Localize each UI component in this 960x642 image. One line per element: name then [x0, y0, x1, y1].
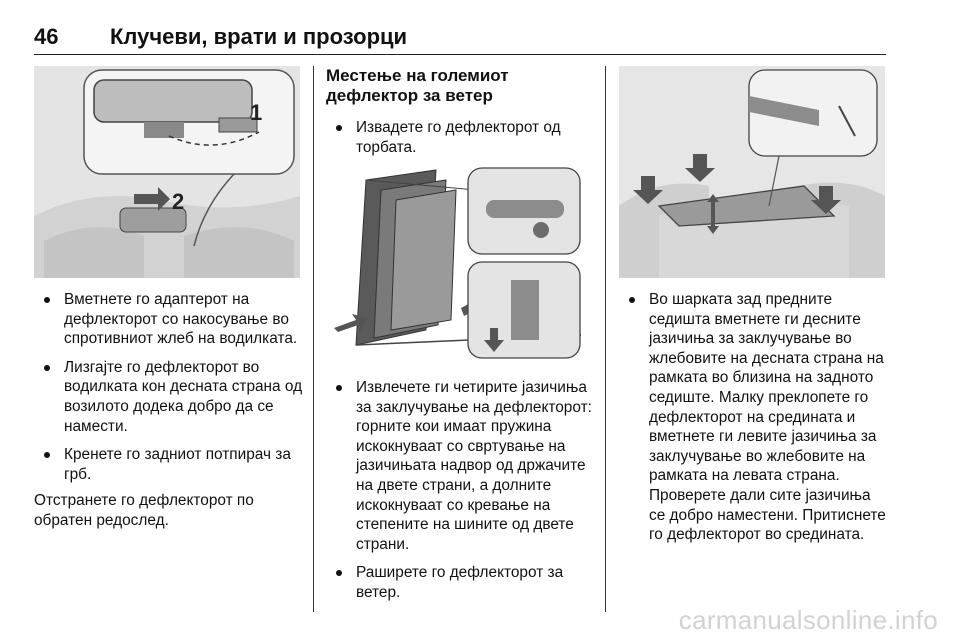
page-title: Клучеви, врати и прозорци: [110, 24, 408, 49]
list-item: Во шарката зад предните седишта вметнете ги десните јазичиња за заклучување во жлебовите на десната страна на рамката во близина на задното седиште. Малку преклопете го дефлекторот на средината и вметнете ги левите јазичиња за заклучување во жлебовите на рамката на левата страна.: [619, 290, 891, 486]
column-3-text: [619, 290, 891, 545]
list-item: Лизгајте го дефлекторот во водилката кон десната страна од возилото додека добро да се намести.: [34, 358, 304, 436]
figure-mirror-adapter: [34, 66, 300, 278]
figure-deflector-installed: [619, 66, 885, 278]
list-item: Извлечете ги четирите јазичиња за заклучување на дефлекторот: горните кои имаат пружина искокнуваат со свртување на јазичињата надвор од држачите на двете страни, а долните искокнуваат со кревање на степените на шините од двете страни.: [326, 378, 598, 554]
list-item: Вметнете го адаптерот на дефлекторот со накосување во спротивниот жлеб на водилката.: [34, 290, 304, 349]
list-item: Раширете го дефлекторот за ветер.: [326, 563, 598, 602]
paragraph-remove: Отстранете го дефлекторот по обратен редослед.: [34, 492, 254, 529]
list-item: Извадете го дефлекторот од торбата.: [326, 118, 594, 157]
column-divider-2: [605, 66, 606, 612]
page-number: 46: [34, 24, 59, 49]
mirror-adapter-illustration: [34, 66, 300, 278]
deflector-installed-illustration: [619, 66, 885, 278]
column-2-bottom-text: [326, 378, 598, 612]
instruction-list-1: [34, 290, 304, 484]
callout-1: 1: [250, 100, 263, 125]
deflector-unfold-illustration: [326, 160, 592, 362]
column-1-text: [34, 290, 304, 531]
column-2-top-text: [326, 66, 594, 166]
figure-deflector-unfold: [326, 160, 592, 362]
list-item: Кренете го задниот потпирач за грб.: [34, 445, 304, 484]
page-header: [34, 22, 886, 55]
section-heading: Местење на големиот дефлектор за ветер: [326, 66, 509, 105]
callout-2: 2: [172, 189, 185, 214]
instruction-list-3: [619, 290, 891, 486]
watermark: carmanualsonline.info: [678, 605, 938, 635]
column-divider-1: [313, 66, 314, 612]
paragraph-check: Проверете дали сите јазичиња се добро наместени. Притиснете го дефлекторот во средината.: [649, 486, 886, 544]
instruction-list-2b: [326, 378, 598, 603]
instruction-list-2a: [326, 118, 594, 157]
